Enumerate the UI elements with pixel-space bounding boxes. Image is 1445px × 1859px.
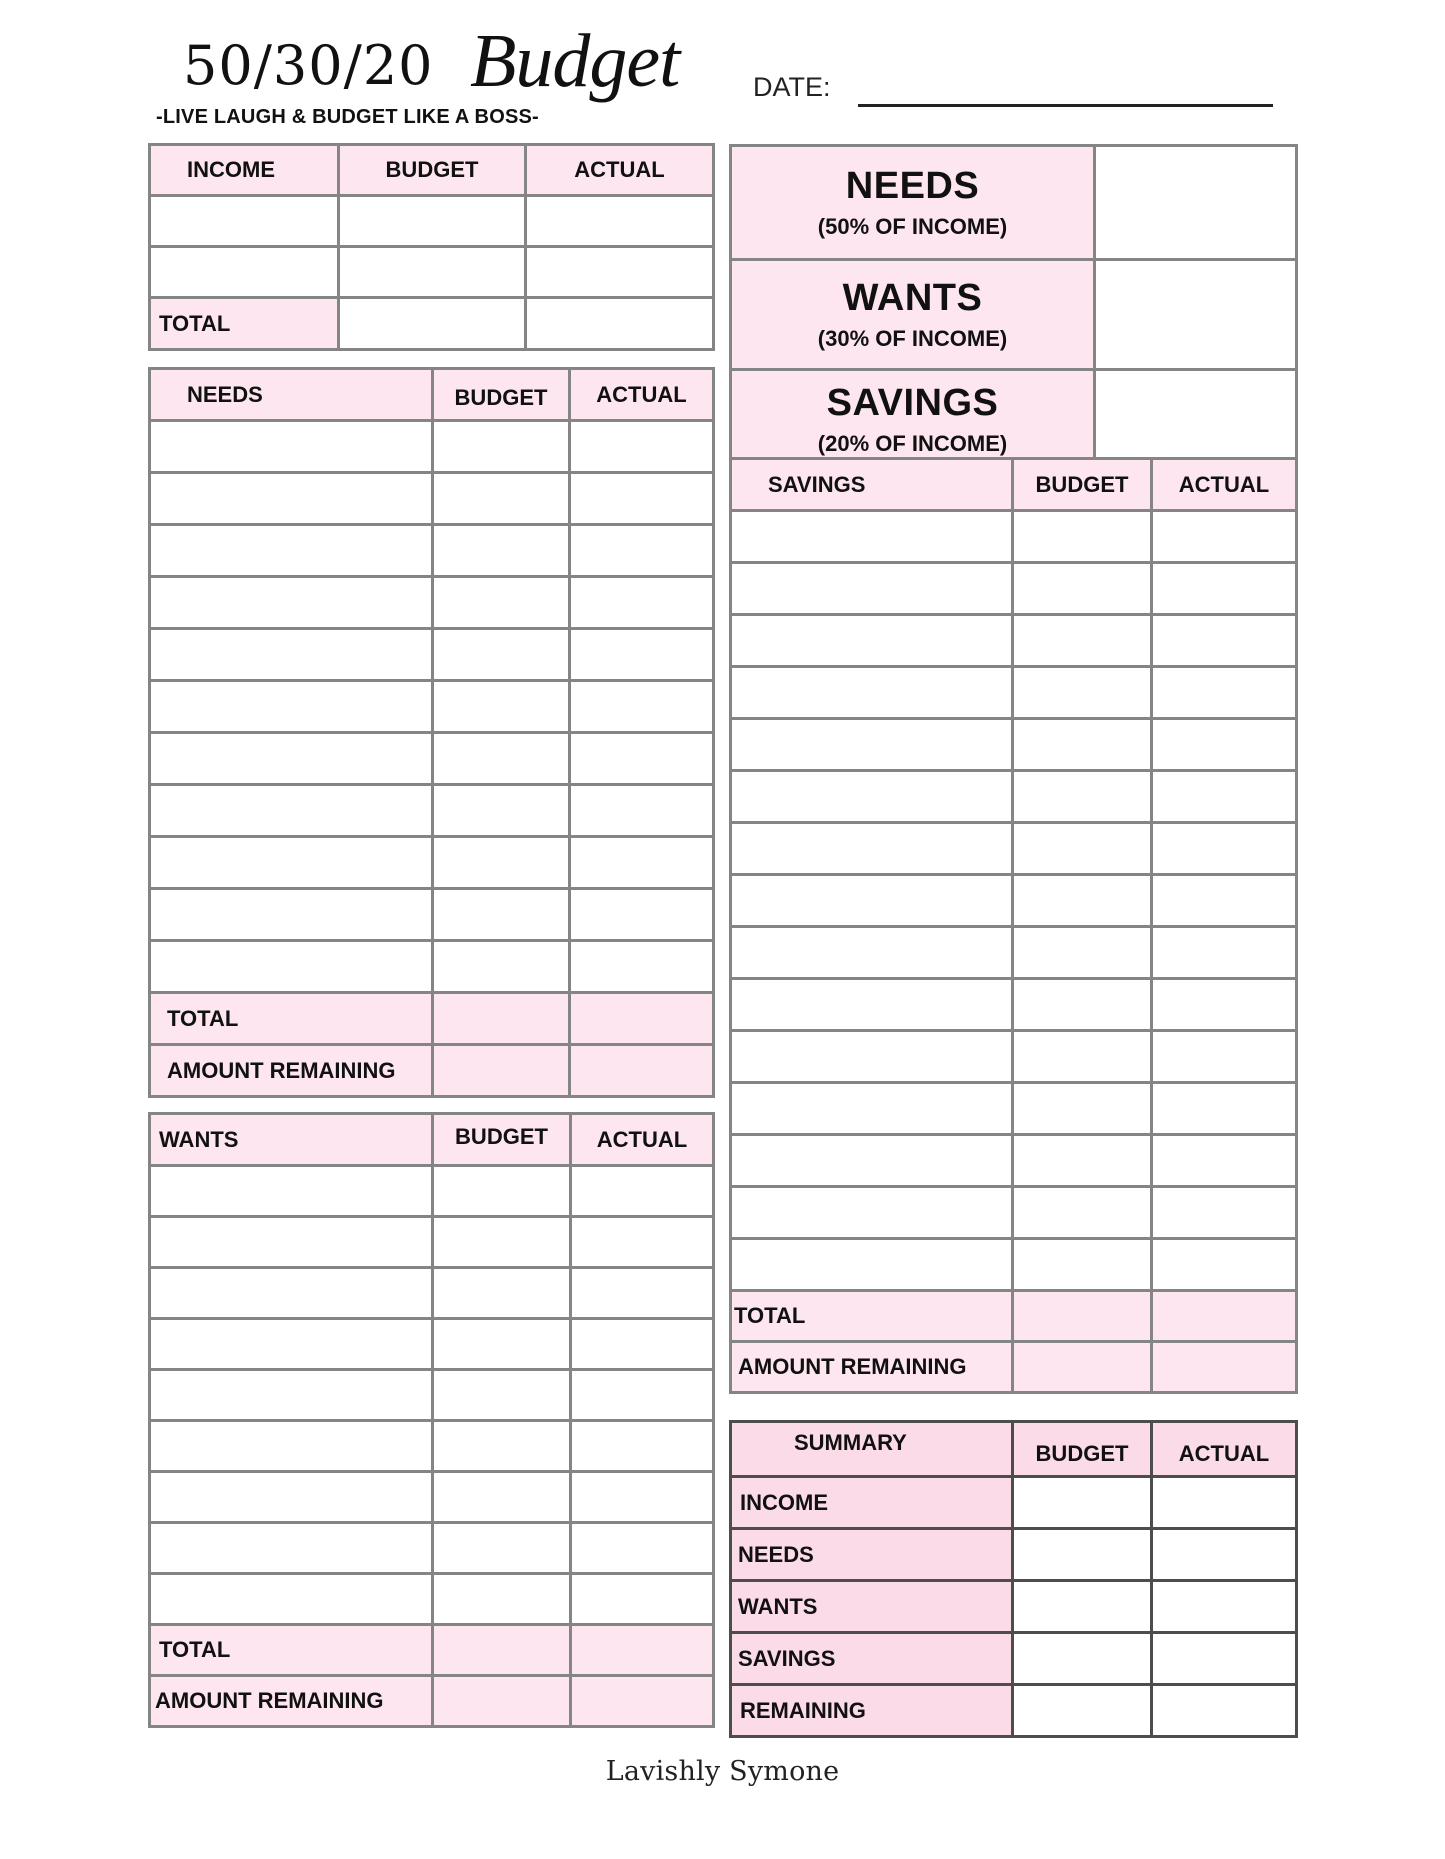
needs-remaining-budget-cell[interactable] (433, 1045, 570, 1097)
income-actual-header: ACTUAL (526, 145, 714, 196)
wants-actual-cell[interactable] (571, 1319, 714, 1370)
savings-item-cell[interactable] (731, 771, 1013, 823)
savings-item-cell[interactable] (731, 719, 1013, 771)
wants-budget-cell[interactable] (433, 1319, 571, 1370)
wants-entry-row (150, 1523, 714, 1574)
savings-actual-cell[interactable] (1152, 511, 1297, 563)
savings-remaining-label: AMOUNT REMAINING (731, 1342, 1013, 1393)
wants-entry-row (150, 1421, 714, 1472)
savings-item-cell[interactable] (731, 1135, 1013, 1187)
summary-header: SUMMARY (731, 1422, 1013, 1477)
savings-budget-cell[interactable] (1013, 823, 1152, 875)
savings-actual-cell[interactable] (1152, 927, 1297, 979)
savings-item-cell[interactable] (731, 1031, 1013, 1083)
wants-budget-cell[interactable] (433, 1370, 571, 1421)
needs-actual-cell[interactable] (570, 889, 714, 941)
income-source-cell[interactable] (150, 196, 339, 247)
income-budget-cell[interactable] (339, 196, 526, 247)
allocation-subtitle: (30% OF INCOME) (817, 326, 1008, 352)
savings-entry-row (731, 615, 1297, 667)
savings-entry-row (731, 563, 1297, 615)
needs-budget-cell[interactable] (433, 941, 570, 993)
needs-budget-cell[interactable] (433, 681, 570, 733)
savings-entry-row (731, 875, 1297, 927)
title-script: Budget (470, 19, 680, 103)
savings-budget-cell[interactable] (1013, 615, 1152, 667)
date-label: DATE: (753, 72, 831, 102)
income-table (148, 143, 715, 351)
needs-entry-row (150, 785, 714, 837)
wants-item-cell[interactable] (150, 1319, 433, 1370)
savings-entry-row (731, 823, 1297, 875)
allocation-title: WANTS (842, 276, 983, 319)
allocation-table (729, 144, 1298, 471)
summary-savings-budget-cell[interactable] (1013, 1633, 1152, 1685)
savings-entry-row (731, 979, 1297, 1031)
savings-entry-row (731, 511, 1297, 563)
wants-rows (150, 1166, 714, 1625)
summary-needs-actual-cell[interactable] (1152, 1529, 1297, 1581)
needs-header: NEEDS (150, 369, 433, 421)
needs-item-cell[interactable] (150, 525, 433, 577)
savings-item-cell[interactable] (731, 615, 1013, 667)
needs-item-cell[interactable] (150, 629, 433, 681)
needs-total-actual-cell[interactable] (570, 993, 714, 1045)
income-budget-cell[interactable] (339, 247, 526, 298)
allocation-needs-label (731, 146, 1095, 260)
savings-budget-cell[interactable] (1013, 771, 1152, 823)
income-header: INCOME (150, 145, 339, 196)
savings-actual-cell[interactable] (1152, 875, 1297, 927)
allocation-needs-value[interactable] (1095, 146, 1297, 260)
wants-actual-cell[interactable] (571, 1166, 714, 1217)
needs-entry-row (150, 629, 714, 681)
summary-budget-header: BUDGET (1013, 1422, 1152, 1477)
allocation-wants-value[interactable] (1095, 260, 1297, 370)
wants-header: WANTS (150, 1114, 433, 1166)
income-actual-cell[interactable] (526, 196, 714, 247)
savings-total-actual-cell[interactable] (1152, 1291, 1297, 1342)
wants-budget-cell[interactable] (433, 1217, 571, 1268)
wants-budget-cell[interactable] (433, 1421, 571, 1472)
wants-entry-row (150, 1370, 714, 1421)
savings-item-cell[interactable] (731, 823, 1013, 875)
summary-remaining-label: REMAINING (731, 1685, 1013, 1737)
savings-entry-row (731, 1083, 1297, 1135)
needs-actual-cell[interactable] (570, 681, 714, 733)
savings-entry-row (731, 719, 1297, 771)
savings-actual-cell[interactable] (1152, 1031, 1297, 1083)
needs-item-cell[interactable] (150, 837, 433, 889)
savings-budget-cell[interactable] (1013, 875, 1152, 927)
allocation-savings-label (731, 370, 1095, 470)
summary-wants-actual-cell[interactable] (1152, 1581, 1297, 1633)
savings-actual-cell[interactable] (1152, 1239, 1297, 1291)
savings-item-cell[interactable] (731, 979, 1013, 1031)
needs-actual-cell[interactable] (570, 421, 714, 473)
savings-budget-cell[interactable] (1013, 719, 1152, 771)
savings-item-cell[interactable] (731, 1239, 1013, 1291)
savings-budget-cell[interactable] (1013, 927, 1152, 979)
needs-entry-row (150, 421, 714, 473)
savings-entry-row (731, 771, 1297, 823)
savings-entry-row (731, 1239, 1297, 1291)
savings-budget-cell[interactable] (1013, 1187, 1152, 1239)
footer-brand: Lavishly Symone (605, 1756, 840, 1787)
needs-table (148, 367, 715, 1098)
needs-actual-header: ACTUAL (570, 369, 714, 421)
wants-item-cell[interactable] (150, 1523, 433, 1574)
wants-actual-cell[interactable] (571, 1574, 714, 1625)
wants-actual-cell[interactable] (571, 1421, 714, 1472)
needs-actual-cell[interactable] (570, 577, 714, 629)
savings-budget-cell[interactable] (1013, 511, 1152, 563)
summary-savings-actual-cell[interactable] (1152, 1633, 1297, 1685)
savings-total-label: TOTAL (731, 1291, 1013, 1342)
savings-budget-cell[interactable] (1013, 667, 1152, 719)
wants-budget-cell[interactable] (433, 1472, 571, 1523)
date-field[interactable] (858, 104, 1273, 107)
savings-remaining-budget-cell[interactable] (1013, 1342, 1152, 1393)
wants-item-cell[interactable] (150, 1574, 433, 1625)
wants-budget-cell[interactable] (433, 1523, 571, 1574)
savings-budget-cell[interactable] (1013, 979, 1152, 1031)
wants-budget-header: BUDGET (433, 1114, 571, 1166)
needs-item-cell[interactable] (150, 889, 433, 941)
summary-actual-header: ACTUAL (1152, 1422, 1297, 1477)
subtitle: -LIVE LAUGH & BUDGET LIKE A BOSS- (156, 106, 539, 128)
savings-budget-header: BUDGET (1013, 459, 1152, 511)
savings-budget-cell[interactable] (1013, 1239, 1152, 1291)
savings-total-budget-cell[interactable] (1013, 1291, 1152, 1342)
savings-entry-row (731, 1031, 1297, 1083)
income-actual-cell[interactable] (526, 247, 714, 298)
needs-total-label: TOTAL (150, 993, 433, 1045)
allocation-title: SAVINGS (826, 381, 999, 424)
savings-entry-row (731, 667, 1297, 719)
title-numbers: 50/30/20 (183, 34, 434, 97)
needs-item-cell[interactable] (150, 733, 433, 785)
savings-entry-row (731, 927, 1297, 979)
needs-entry-row (150, 681, 714, 733)
needs-entry-row (150, 577, 714, 629)
needs-rows (150, 421, 714, 993)
needs-budget-cell[interactable] (433, 733, 570, 785)
income-source-cell[interactable] (150, 247, 339, 298)
summary-table (729, 1420, 1298, 1738)
summary-savings-label: SAVINGS (731, 1633, 1013, 1685)
needs-actual-cell[interactable] (570, 733, 714, 785)
income-total-actual-cell[interactable] (526, 298, 714, 350)
summary-wants-label: WANTS (731, 1581, 1013, 1633)
wants-remaining-label: AMOUNT REMAINING (150, 1676, 433, 1727)
savings-actual-cell[interactable] (1152, 563, 1297, 615)
savings-budget-cell[interactable] (1013, 1031, 1152, 1083)
income-budget-header: BUDGET (339, 145, 526, 196)
wants-item-cell[interactable] (150, 1421, 433, 1472)
summary-income-actual-cell[interactable] (1152, 1477, 1297, 1529)
needs-remaining-actual-cell[interactable] (570, 1045, 714, 1097)
savings-actual-cell[interactable] (1152, 771, 1297, 823)
wants-item-cell[interactable] (150, 1166, 433, 1217)
savings-item-cell[interactable] (731, 667, 1013, 719)
wants-actual-cell[interactable] (571, 1472, 714, 1523)
wants-actual-cell[interactable] (571, 1523, 714, 1574)
wants-budget-cell[interactable] (433, 1268, 571, 1319)
summary-wants-budget-cell[interactable] (1013, 1581, 1152, 1633)
savings-actual-cell[interactable] (1152, 615, 1297, 667)
savings-table (729, 457, 1298, 1394)
needs-budget-cell[interactable] (433, 889, 570, 941)
wants-entry-row (150, 1472, 714, 1523)
savings-item-cell[interactable] (731, 875, 1013, 927)
savings-actual-cell[interactable] (1152, 1187, 1297, 1239)
needs-item-cell[interactable] (150, 421, 433, 473)
wants-entry-row (150, 1268, 714, 1319)
savings-budget-cell[interactable] (1013, 1135, 1152, 1187)
savings-item-cell[interactable] (731, 511, 1013, 563)
savings-actual-cell[interactable] (1152, 1135, 1297, 1187)
summary-needs-label: NEEDS (731, 1529, 1013, 1581)
wants-entry-row (150, 1319, 714, 1370)
summary-needs-budget-cell[interactable] (1013, 1529, 1152, 1581)
savings-actual-cell[interactable] (1152, 823, 1297, 875)
summary-income-budget-cell[interactable] (1013, 1477, 1152, 1529)
savings-rows (731, 511, 1297, 1291)
savings-item-cell[interactable] (731, 1083, 1013, 1135)
wants-item-cell[interactable] (150, 1217, 433, 1268)
savings-entry-row (731, 1187, 1297, 1239)
allocation-title: NEEDS (845, 164, 980, 207)
needs-budget-cell[interactable] (433, 577, 570, 629)
needs-entry-row (150, 837, 714, 889)
needs-total-budget-cell[interactable] (433, 993, 570, 1045)
savings-item-cell[interactable] (731, 927, 1013, 979)
needs-actual-cell[interactable] (570, 473, 714, 525)
wants-entry-row (150, 1166, 714, 1217)
wants-remaining-budget-cell[interactable] (433, 1676, 571, 1727)
wants-table (148, 1112, 715, 1728)
needs-item-cell[interactable] (150, 577, 433, 629)
needs-budget-cell[interactable] (433, 629, 570, 681)
savings-item-cell[interactable] (731, 1187, 1013, 1239)
wants-total-label: TOTAL (150, 1625, 433, 1676)
needs-actual-cell[interactable] (570, 785, 714, 837)
allocation-savings-value[interactable] (1095, 370, 1297, 470)
wants-entry-row (150, 1217, 714, 1268)
needs-actual-cell[interactable] (570, 629, 714, 681)
savings-remaining-actual-cell[interactable] (1152, 1342, 1297, 1393)
income-total-label: TOTAL (150, 298, 339, 350)
savings-actual-cell[interactable] (1152, 1083, 1297, 1135)
needs-entry-row (150, 733, 714, 785)
needs-actual-cell[interactable] (570, 941, 714, 993)
wants-actual-cell[interactable] (571, 1268, 714, 1319)
allocation-subtitle: (50% OF INCOME) (817, 214, 1008, 240)
summary-remaining-actual-cell[interactable] (1152, 1685, 1297, 1737)
summary-remaining-budget-cell[interactable] (1013, 1685, 1152, 1737)
needs-item-cell[interactable] (150, 681, 433, 733)
needs-budget-cell[interactable] (433, 473, 570, 525)
needs-item-cell[interactable] (150, 941, 433, 993)
allocation-wants-label (731, 260, 1095, 370)
savings-item-cell[interactable] (731, 563, 1013, 615)
wants-item-cell[interactable] (150, 1370, 433, 1421)
needs-actual-cell[interactable] (570, 837, 714, 889)
needs-budget-cell[interactable] (433, 785, 570, 837)
needs-budget-cell[interactable] (433, 837, 570, 889)
needs-item-cell[interactable] (150, 785, 433, 837)
summary-income-label: INCOME (731, 1477, 1013, 1529)
needs-entry-row (150, 473, 714, 525)
needs-entry-row (150, 889, 714, 941)
savings-actual-header: ACTUAL (1152, 459, 1297, 511)
needs-budget-cell[interactable] (433, 421, 570, 473)
wants-actual-cell[interactable] (571, 1217, 714, 1268)
savings-entry-row (731, 1135, 1297, 1187)
needs-budget-cell[interactable] (433, 525, 570, 577)
savings-budget-cell[interactable] (1013, 563, 1152, 615)
needs-budget-header: BUDGET (433, 369, 570, 421)
wants-total-actual-cell[interactable] (571, 1625, 714, 1676)
needs-item-cell[interactable] (150, 473, 433, 525)
needs-actual-cell[interactable] (570, 525, 714, 577)
savings-header: SAVINGS (731, 459, 1013, 511)
savings-budget-cell[interactable] (1013, 1083, 1152, 1135)
savings-actual-cell[interactable] (1152, 667, 1297, 719)
wants-item-cell[interactable] (150, 1472, 433, 1523)
wants-actual-header: ACTUAL (571, 1114, 714, 1166)
wants-total-budget-cell[interactable] (433, 1625, 571, 1676)
wants-actual-cell[interactable] (571, 1370, 714, 1421)
savings-actual-cell[interactable] (1152, 719, 1297, 771)
income-total-budget-cell[interactable] (339, 298, 526, 350)
needs-remaining-label: AMOUNT REMAINING (150, 1045, 433, 1097)
wants-item-cell[interactable] (150, 1268, 433, 1319)
wants-budget-cell[interactable] (433, 1574, 571, 1625)
wants-remaining-actual-cell[interactable] (571, 1676, 714, 1727)
allocation-subtitle: (20% OF INCOME) (817, 431, 1008, 457)
wants-entry-row (150, 1574, 714, 1625)
needs-entry-row (150, 525, 714, 577)
savings-actual-cell[interactable] (1152, 979, 1297, 1031)
wants-budget-cell[interactable] (433, 1166, 571, 1217)
needs-entry-row (150, 941, 714, 993)
